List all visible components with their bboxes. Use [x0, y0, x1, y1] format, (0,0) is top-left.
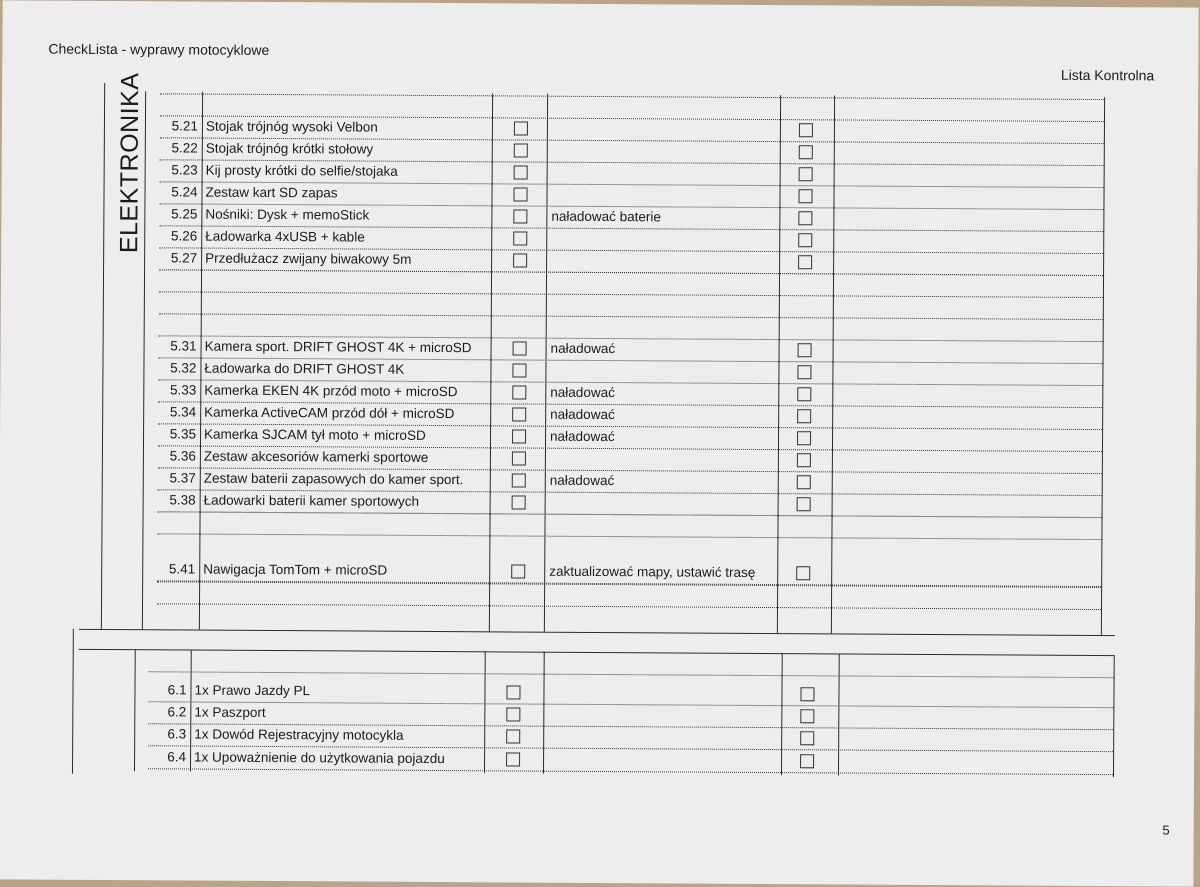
item-name: Kamera sport. DRIFT GHOST 4K + microSD [204, 338, 472, 356]
item-number: 6.3 [167, 726, 187, 742]
packed-checkbox[interactable] [506, 729, 520, 743]
packed-checkbox[interactable] [514, 165, 528, 179]
return-checkbox[interactable] [798, 233, 812, 247]
return-checkbox[interactable] [799, 123, 813, 137]
return-checkbox[interactable] [796, 566, 810, 580]
item-number: 5.26 [170, 228, 198, 244]
return-checkbox[interactable] [800, 731, 814, 745]
packed-checkbox[interactable] [512, 407, 526, 421]
return-checkbox[interactable] [800, 754, 814, 768]
item-number: 6.1 [167, 682, 187, 698]
return-checkbox[interactable] [797, 365, 811, 379]
item-note: naładować baterie [551, 208, 662, 225]
item-name: Przedłużacz zwijany biwakowy 5m [205, 250, 412, 267]
row-divider [157, 603, 1101, 610]
return-checkbox[interactable] [798, 189, 812, 203]
item-name: Ładowarki baterii kamer sportowych [203, 492, 420, 509]
packed-checkbox[interactable] [511, 564, 525, 578]
packed-checkbox[interactable] [513, 231, 527, 245]
item-number: 5.37 [169, 470, 196, 486]
item-name: Zestaw baterii zapasowych do kamer sport. [203, 470, 464, 488]
packed-checkbox[interactable] [512, 495, 526, 509]
packed-checkbox[interactable] [514, 121, 528, 135]
packed-checkbox[interactable] [513, 209, 527, 223]
row-divider [160, 93, 1104, 100]
row-divider [159, 313, 1103, 320]
packed-checkbox[interactable] [512, 363, 526, 377]
header-right-label: Lista Kontrolna [1060, 66, 1155, 84]
item-name: Ładowarka do DRIFT GHOST 4K [204, 360, 405, 377]
item-number: 6.2 [167, 704, 187, 720]
item-note: naładować [550, 428, 615, 445]
item-name: 1x Dowód Rejestracyjny motocykla [194, 726, 404, 743]
item-name: Kamerka SJCAM tył moto + microSD [204, 426, 426, 443]
packed-checkbox[interactable] [514, 143, 528, 157]
item-name: Zestaw akcesoriów kamerki sportowe [203, 448, 429, 465]
section-label-text: ELEKTRONIKA [115, 72, 145, 254]
item-number: 5.33 [169, 382, 197, 398]
item-name: 1x Prawo Jazdy PL [194, 682, 311, 699]
row-divider [159, 291, 1103, 298]
return-checkbox[interactable] [797, 387, 811, 401]
item-note: naładować [549, 472, 615, 489]
document-title: CheckLista - wyprawy motocyklowe [48, 40, 270, 58]
packed-checkbox[interactable] [506, 752, 520, 766]
item-name: Stojak trójnóg krótki stołowy [205, 140, 374, 157]
packed-checkbox[interactable] [512, 473, 526, 487]
row-divider [149, 671, 1114, 678]
item-note: naładować [550, 406, 615, 423]
return-checkbox[interactable] [797, 431, 811, 445]
packed-checkbox[interactable] [506, 707, 520, 721]
packed-checkbox[interactable] [513, 187, 527, 201]
item-number: 6.4 [167, 749, 187, 765]
item-name: Kamerka EKEN 4K przód moto + microSD [204, 382, 458, 400]
item-name: Stojak trójnóg wysoki Velbon [205, 118, 378, 135]
item-note: naładować [550, 384, 615, 401]
item-number: 5.21 [171, 118, 198, 134]
packed-checkbox[interactable] [513, 341, 527, 355]
packed-checkbox[interactable] [512, 385, 526, 399]
section-divider [79, 649, 1115, 656]
item-name: Kij prosty krótki do selfie/stojaka [205, 162, 398, 179]
item-number: 5.34 [169, 404, 197, 420]
item-number: 5.41 [168, 561, 196, 577]
return-checkbox[interactable] [799, 145, 813, 159]
item-number: 5.35 [169, 426, 197, 442]
item-note: zaktualizować mapy, ustawić trasę [549, 563, 756, 580]
return-checkbox[interactable] [800, 687, 814, 701]
checklist-grid [3, 0, 1199, 7]
item-number: 5.25 [171, 206, 198, 222]
item-name: Zestaw kart SD zapas [205, 184, 338, 201]
return-checkbox[interactable] [799, 167, 813, 181]
return-checkbox[interactable] [797, 475, 811, 489]
item-number: 5.27 [170, 250, 198, 266]
packed-checkbox[interactable] [513, 253, 527, 267]
item-number: 5.36 [169, 448, 196, 464]
return-checkbox[interactable] [797, 497, 811, 511]
item-note: naładować [550, 340, 616, 357]
page-number: 5 [1162, 822, 1170, 838]
item-name: Nawigacja TomTom + microSD [203, 561, 388, 578]
item-number: 5.22 [171, 140, 198, 156]
packed-checkbox[interactable] [512, 429, 526, 443]
item-name: 1x Paszport [194, 704, 266, 720]
item-number: 5.38 [169, 492, 196, 508]
packed-checkbox[interactable] [512, 451, 526, 465]
item-name: Kamerka ActiveCAM przód dół + microSD [204, 404, 455, 422]
item-number: 5.23 [171, 162, 198, 178]
item-name: Nośniki: Dysk + memoStick [205, 206, 370, 223]
return-checkbox[interactable] [797, 453, 811, 467]
item-number: 5.24 [171, 184, 198, 200]
item-number: 5.31 [170, 338, 197, 354]
return-checkbox[interactable] [798, 343, 812, 357]
item-number: 5.32 [170, 360, 197, 376]
item-name: 1x Upoważnienie do użytkowania pojazdu [194, 749, 445, 767]
row-divider [157, 533, 1101, 540]
packed-checkbox[interactable] [506, 685, 520, 699]
return-checkbox[interactable] [798, 211, 812, 225]
return-checkbox[interactable] [798, 255, 812, 269]
item-name: Ładowarka 4xUSB + kable [205, 228, 365, 245]
return-checkbox[interactable] [797, 409, 811, 423]
return-checkbox[interactable] [800, 709, 814, 723]
section-divider [79, 629, 1115, 636]
